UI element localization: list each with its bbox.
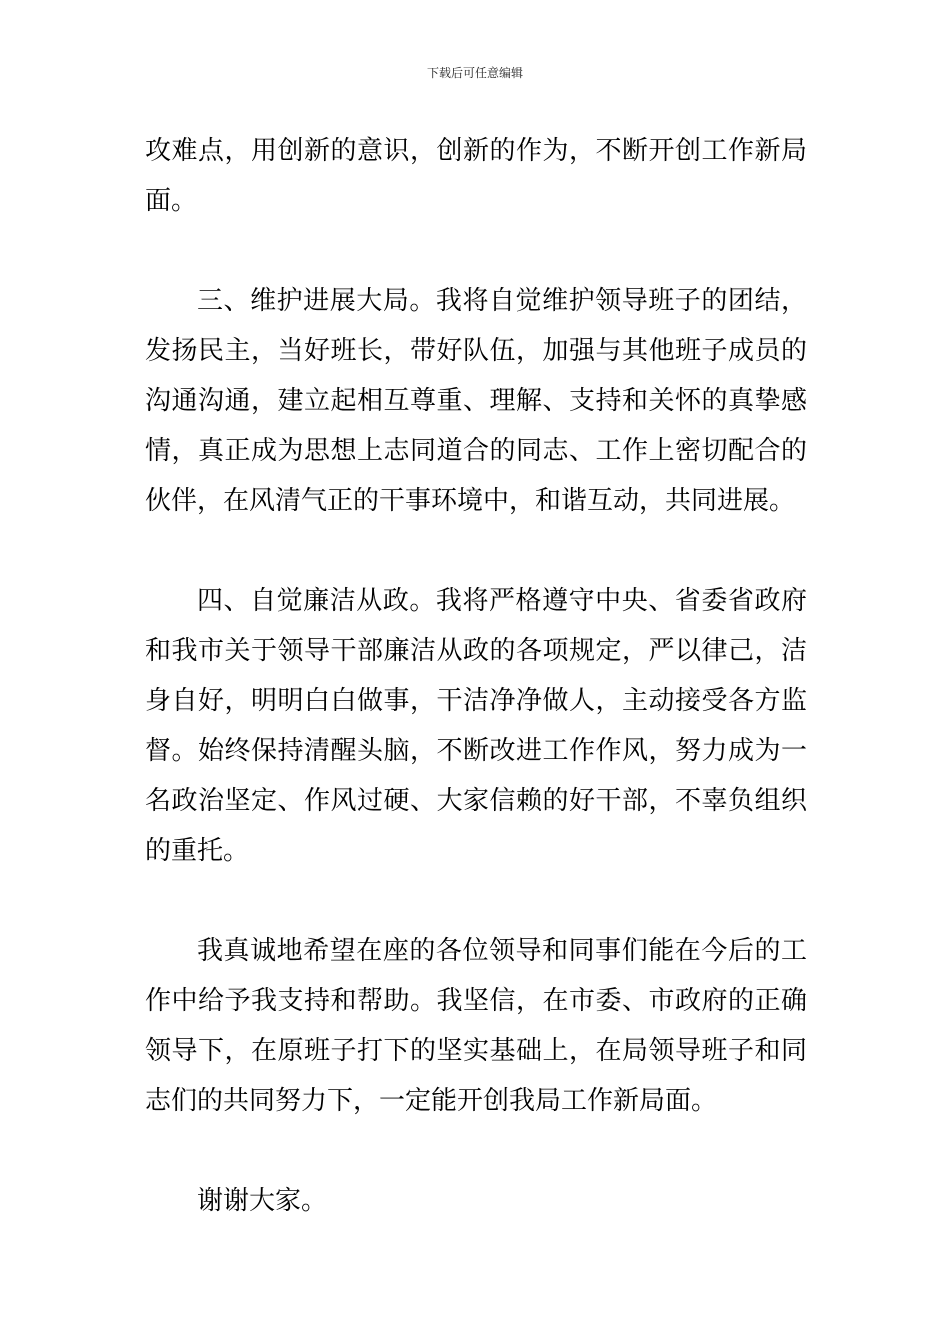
- paragraph-section-three: 三、维护进展大局。我将自觉维护领导班子的团结，发扬民主，当好班长，带好队伍，加强与其他班子成员的沟通沟通，建立起相互尊重、理解、支持和关怀的真挚感情，真正成为思想上志同道合的同志、工作上密切配合的伙伴，在风清气正的干事环境中，和谐互动，共同进展。: [145, 286, 807, 516]
- paragraph-thanks: 谢谢大家。: [197, 1186, 328, 1216]
- paragraph-section-four: 四、自觉廉洁从政。我将严格遵守中央、省委省政府和我市关于领导干部廉洁从政的各项规定，严以律己，洁身自好，明明白白做事，干洁净净做人，主动接受各方监督。始终保持清醒头脑，不断改进工作作风，努力成为一名政治坚定、作风过硬、大家信赖的好干部，不辜负组织的重托。: [145, 586, 807, 866]
- paragraph-continuation: 攻难点，用创新的意识，创新的作为，不断开创工作新局面。: [145, 136, 807, 216]
- paragraph-closing-hope: 我真诚地希望在座的各位领导和同事们能在今后的工作中给予我支持和帮助。我坚信，在市委、市政府的正确领导下，在原班子打下的坚实基础上，在局领导班子和同志们的共同努力下，一定能开创我局工作新局面。: [145, 936, 807, 1116]
- document-body: [145, 126, 807, 1276]
- header-note: 下载后可任意编辑: [426, 66, 523, 80]
